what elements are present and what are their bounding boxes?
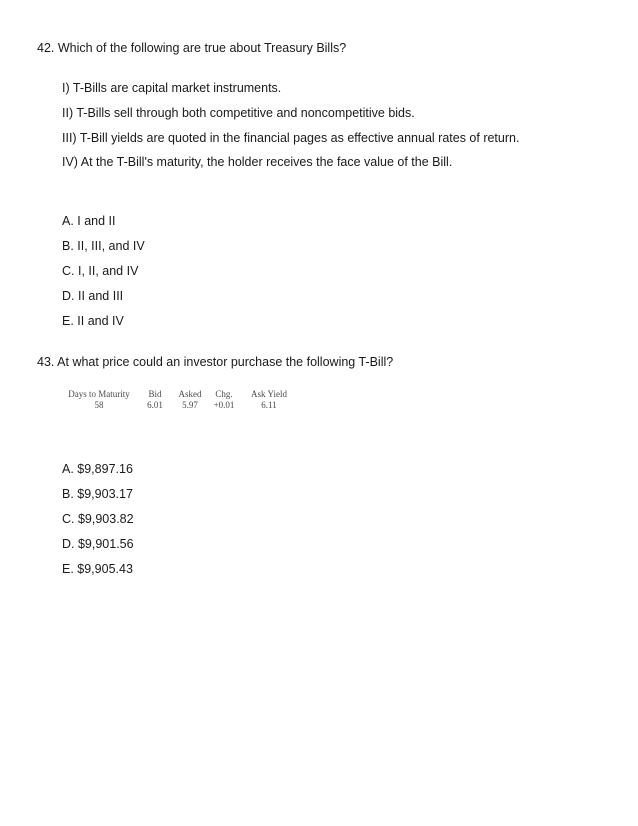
- q42-option-b: B. II, III, and IV: [62, 239, 145, 253]
- statement-2: II) T-Bills sell through both competitive and noncompetitive bids.: [62, 106, 415, 120]
- q42-option-c: C. I, II, and IV: [62, 264, 139, 278]
- value-days-to-maturity: 58: [94, 400, 104, 410]
- header-asked: Asked: [178, 389, 202, 399]
- q42-option-d: D. II and III: [62, 289, 124, 303]
- q43-option-d: D. $9,901.56: [62, 537, 134, 551]
- statement-4: IV) At the T-Bill's maturity, the holder receives the face value of the Bill.: [62, 155, 453, 169]
- q43-option-a: A. $9,897.16: [62, 462, 133, 476]
- col-days-to-maturity: [63, 389, 135, 411]
- value-ask-yield: 6.11: [261, 400, 277, 410]
- header-chg: Chg.: [215, 389, 233, 399]
- q43-option-b: B. $9,903.17: [62, 487, 133, 501]
- value-chg: +0.01: [213, 400, 235, 410]
- header-days-to-maturity: Days to Maturity: [68, 389, 130, 399]
- tbill-quote-table: [63, 389, 303, 415]
- value-asked: 5.97: [182, 400, 198, 410]
- header-ask-yield: Ask Yield: [251, 389, 287, 399]
- statement-3: III) T-Bill yields are quoted in the financial pages as effective annual rates of return.: [62, 131, 520, 145]
- header-bid: Bid: [148, 389, 162, 399]
- value-bid: 6.01: [147, 400, 163, 410]
- col-ask-yield: [246, 389, 292, 411]
- q42-option-a: A. I and II: [62, 214, 116, 228]
- q43-option-e: E. $9,905.43: [62, 562, 133, 576]
- col-bid: [142, 389, 168, 411]
- question-43-text: 43. At what price could an investor purchase the following T-Bill?: [37, 355, 394, 369]
- question-42-text: 42. Which of the following are true about Treasury Bills?: [37, 41, 347, 55]
- statement-1: I) T-Bills are capital market instruments.: [62, 81, 282, 95]
- col-asked: [174, 389, 206, 411]
- col-chg: [210, 389, 238, 411]
- q42-option-e: E. II and IV: [62, 314, 124, 328]
- q43-option-c: C. $9,903.82: [62, 512, 134, 526]
